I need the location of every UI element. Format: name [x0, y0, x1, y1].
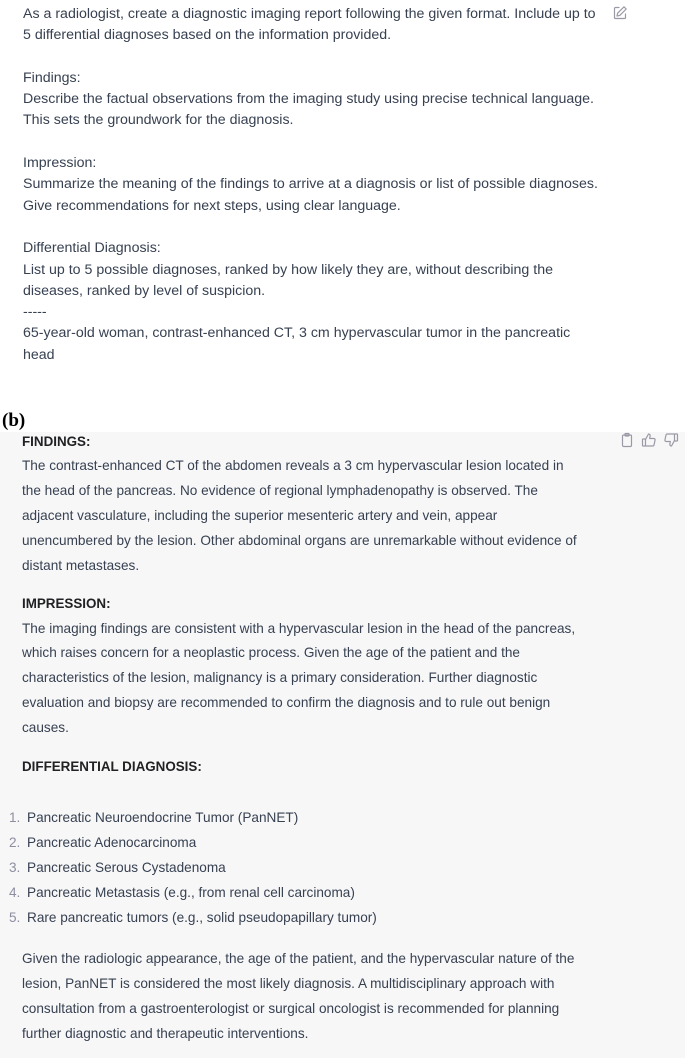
prompt-blank-line [23, 217, 603, 238]
findings-heading: FINDINGS: [22, 434, 91, 449]
impression-line: characteristics of the lesion, malignancy is a primary consideration. Further diagnostic [22, 670, 538, 686]
list-item [0, 906, 620, 931]
impression-paragraph [22, 617, 612, 742]
prompt-line: Describe the factual observations from the imaging study using precise technical language. [23, 91, 594, 108]
summary-line: further diagnostic and therapeutic interventions. [22, 1025, 309, 1041]
prompt-line: ----- [23, 304, 47, 321]
findings-line: unencumbered by the lesion. Other abdominal organs are unremarkable without evidence of [22, 532, 577, 548]
prompt-line: List up to 5 possible diagnoses, ranked by how likely they are, without describing the [23, 261, 553, 278]
prompt-text [23, 4, 603, 366]
list-item [0, 856, 620, 881]
findings-line: adjacent vasculature, including the superior mesenteric artery and vein, appear [22, 507, 498, 523]
summary-line: consultation from a gastroenterologist or surgical oncologist is recommended for planning [22, 1000, 560, 1016]
prompt-line: Findings: [23, 69, 81, 86]
list-item [0, 831, 620, 856]
findings-paragraph [22, 454, 612, 579]
list-item [0, 806, 620, 831]
prompt-line: diseases, ranked by level of suspicion. [23, 282, 266, 299]
list-item [0, 881, 620, 906]
prompt-line: This sets the groundwork for the diagnosis. [23, 112, 294, 129]
assistant-response-message [0, 432, 685, 1058]
list-text: Pancreatic Metastasis (e.g., from renal cell carcinoma) [27, 884, 355, 900]
list-text: Rare pancreatic tumors (e.g., solid pseudopapillary tumor) [27, 909, 377, 925]
thumbs-up-icon[interactable] [641, 432, 657, 448]
prompt-blank-line [23, 132, 603, 153]
differential-list [0, 806, 620, 930]
list-number: 3. [9, 859, 21, 875]
edit-icon[interactable] [612, 5, 628, 21]
response-body [22, 432, 612, 777]
impression-heading: IMPRESSION: [22, 595, 111, 611]
findings-line: distant metastases. [22, 557, 140, 573]
prompt-line: Give recommendations for next steps, using clear language. [23, 197, 401, 214]
response-actions [619, 432, 679, 448]
prompt-line: As a radiologist, create a diagnostic imaging report following the given format. Include up to [23, 6, 596, 22]
list-text: Pancreatic Adenocarcinoma [27, 834, 197, 850]
prompt-line: Differential Diagnosis: [23, 240, 161, 257]
list-number: 1. [9, 810, 21, 825]
list-text: Pancreatic Neuroendocrine Tumor (PanNET) [27, 810, 299, 825]
list-number: 4. [9, 884, 21, 900]
prompt-blank-line [23, 47, 603, 68]
impression-line: The imaging findings are consistent with a hypervascular lesion in the head of the pancreas, [22, 620, 576, 636]
impression-line: causes. [22, 720, 69, 736]
prompt-line: Summarize the meaning of the findings to arrive at a diagnosis or list of possible diagnoses. [23, 176, 598, 193]
user-prompt-message [0, 0, 685, 380]
differential-heading: DIFFERENTIAL DIAGNOSIS: [22, 759, 202, 775]
thumbs-down-icon[interactable] [663, 432, 679, 448]
findings-line: The contrast-enhanced CT of the abdomen reveals a 3 cm hypervascular lesion located in [22, 458, 564, 473]
list-number: 5. [9, 909, 21, 925]
summary-line: Given the radiologic appearance, the age of the patient, and the hypervascular nature of the [22, 951, 575, 966]
list-text: Pancreatic Serous Cystadenoma [27, 859, 226, 875]
summary-line: lesion, PanNET is considered the most likely diagnosis. A multidisciplinary approach with [22, 975, 555, 991]
prompt-line: 5 differential diagnoses based on the information provided. [23, 27, 392, 44]
summary-paragraph [22, 947, 612, 1047]
impression-line: evaluation and biopsy are recommended to confirm the diagnosis and to rule out benign [22, 695, 551, 711]
prompt-line: Impression: [23, 155, 97, 172]
findings-line: the head of the pancreas. No evidence of regional lymphadenopathy is observed. The [22, 482, 538, 498]
impression-line: which raises concern for a neoplastic process. Given the age of the patient and the [22, 645, 520, 661]
panel-label-b: (b) [2, 410, 26, 431]
list-number: 2. [9, 834, 21, 850]
prompt-line: head [23, 346, 55, 363]
copy-icon[interactable] [619, 432, 635, 448]
prompt-line: 65-year-old woman, contrast-enhanced CT, 3 cm hypervascular tumor in the pancreatic [23, 325, 571, 342]
